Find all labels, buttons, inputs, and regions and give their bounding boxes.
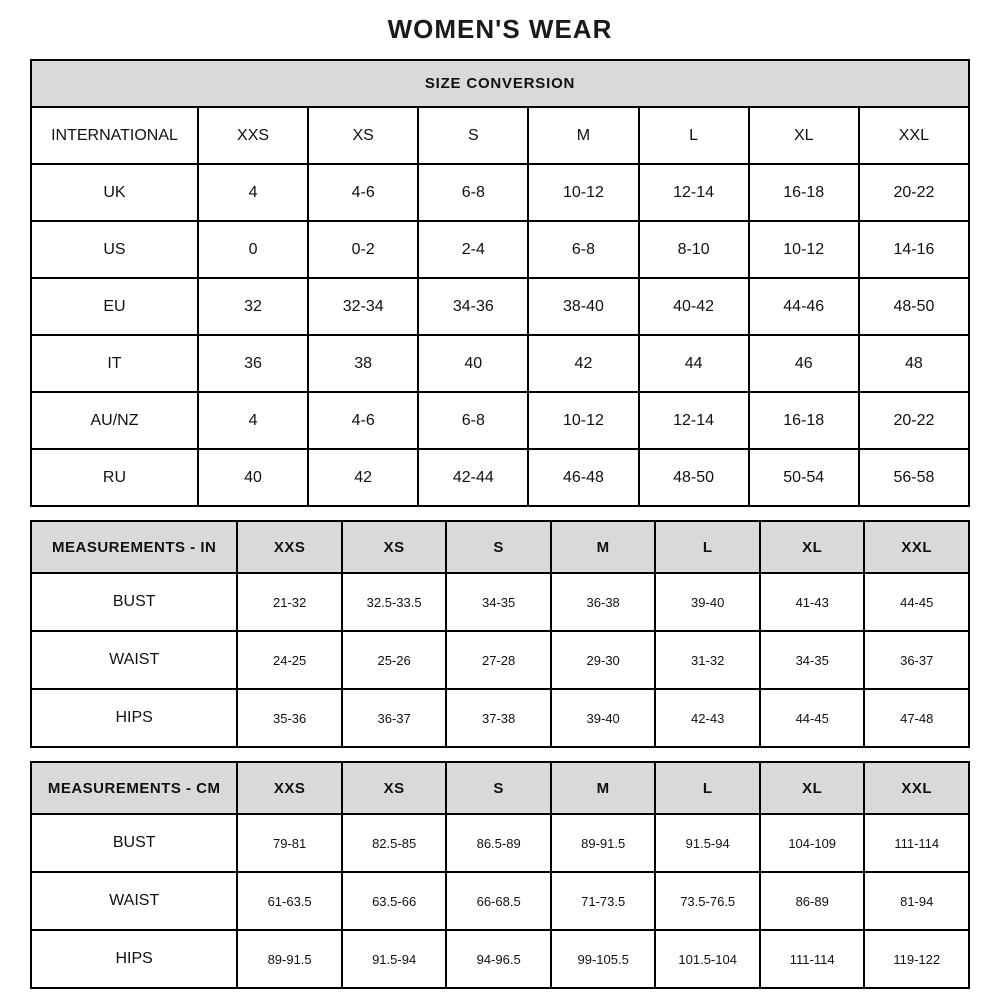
row-label: US: [31, 221, 198, 278]
cell-value: 25-26: [342, 631, 447, 689]
size-column-header: XL: [760, 521, 865, 573]
cell-value: 10-12: [749, 221, 859, 278]
size-column-header: XXS: [198, 107, 308, 164]
cell-value: 41-43: [760, 573, 865, 631]
cell-value: 40-42: [639, 278, 749, 335]
size-column-header: XS: [308, 107, 418, 164]
size-conversion-table: [30, 59, 970, 507]
cell-value: 16-18: [749, 392, 859, 449]
measurements-in-table: [30, 520, 970, 748]
cell-value: 46-48: [528, 449, 638, 506]
measurements-cm-body: [31, 762, 969, 988]
cell-value: 14-16: [859, 221, 969, 278]
cell-value: 12-14: [639, 392, 749, 449]
size-column-header: S: [418, 107, 528, 164]
cell-value: 20-22: [859, 164, 969, 221]
cell-value: 39-40: [551, 689, 656, 747]
cell-value: 24-25: [237, 631, 342, 689]
row-label-header: INTERNATIONAL: [31, 107, 198, 164]
table-row: [31, 631, 969, 689]
cell-value: 42-44: [418, 449, 528, 506]
cell-value: 38-40: [528, 278, 638, 335]
size-column-header: XL: [749, 107, 859, 164]
cell-value: 40: [198, 449, 308, 506]
table-row: [31, 872, 969, 930]
page-title: WOMEN'S WEAR: [387, 14, 613, 44]
cell-value: 44-45: [864, 573, 969, 631]
cell-value: 32: [198, 278, 308, 335]
row-label: HIPS: [31, 930, 237, 988]
cell-value: 81-94: [864, 872, 969, 930]
row-label: IT: [31, 335, 198, 392]
cell-value: 10-12: [528, 392, 638, 449]
cell-value: 48: [859, 335, 969, 392]
size-column-header: S: [446, 521, 551, 573]
cell-value: 94-96.5: [446, 930, 551, 988]
header-row: [31, 762, 969, 814]
cell-value: 42: [528, 335, 638, 392]
size-column-header: XS: [342, 521, 447, 573]
cell-value: 0: [198, 221, 308, 278]
size-column-header: M: [551, 762, 656, 814]
cell-value: 36-38: [551, 573, 656, 631]
size-column-header: M: [551, 521, 656, 573]
cell-value: 63.5-66: [342, 872, 447, 930]
table-row: [31, 221, 969, 278]
cell-value: 6-8: [528, 221, 638, 278]
size-column-header: XS: [342, 762, 447, 814]
measurements-in-body: [31, 521, 969, 747]
cell-value: 89-91.5: [237, 930, 342, 988]
cell-value: 37-38: [446, 689, 551, 747]
cell-value: 42-43: [655, 689, 760, 747]
table-row: [31, 392, 969, 449]
cell-value: 0-2: [308, 221, 418, 278]
cell-value: 4-6: [308, 164, 418, 221]
row-label: AU/NZ: [31, 392, 198, 449]
row-label: EU: [31, 278, 198, 335]
cell-value: 86-89: [760, 872, 865, 930]
cell-value: 79-81: [237, 814, 342, 872]
size-column-header: XXS: [237, 521, 342, 573]
cell-value: 29-30: [551, 631, 656, 689]
header-row: [31, 521, 969, 573]
size-conversion-title: SIZE CONVERSION: [31, 60, 969, 107]
cell-value: 66-68.5: [446, 872, 551, 930]
cell-value: 38: [308, 335, 418, 392]
cell-value: 36-37: [864, 631, 969, 689]
row-label-header: MEASUREMENTS - IN: [31, 521, 237, 573]
cell-value: 48-50: [859, 278, 969, 335]
table-row: [31, 814, 969, 872]
cell-value: 35-36: [237, 689, 342, 747]
row-label: RU: [31, 449, 198, 506]
row-label: WAIST: [31, 872, 237, 930]
cell-value: 4: [198, 392, 308, 449]
size-column-header: L: [639, 107, 749, 164]
size-column-header: XL: [760, 762, 865, 814]
cell-value: 82.5-85: [342, 814, 447, 872]
row-label: WAIST: [31, 631, 237, 689]
cell-value: 12-14: [639, 164, 749, 221]
cell-value: 2-4: [418, 221, 528, 278]
cell-value: 34-35: [760, 631, 865, 689]
cell-value: 6-8: [418, 164, 528, 221]
cell-value: 27-28: [446, 631, 551, 689]
cell-value: 46: [749, 335, 859, 392]
size-conversion-title-section: [31, 60, 969, 107]
size-column-header: S: [446, 762, 551, 814]
cell-value: 44-46: [749, 278, 859, 335]
cell-value: 39-40: [655, 573, 760, 631]
cell-value: 104-109: [760, 814, 865, 872]
cell-value: 119-122: [864, 930, 969, 988]
cell-value: 71-73.5: [551, 872, 656, 930]
table-row: [31, 930, 969, 988]
cell-value: 111-114: [864, 814, 969, 872]
cell-value: 47-48: [864, 689, 969, 747]
cell-value: 31-32: [655, 631, 760, 689]
table-title-row: [31, 60, 969, 107]
cell-value: 4: [198, 164, 308, 221]
cell-value: 111-114: [760, 930, 865, 988]
size-column-header: XXL: [859, 107, 969, 164]
cell-value: 10-12: [528, 164, 638, 221]
cell-value: 101.5-104: [655, 930, 760, 988]
cell-value: 86.5-89: [446, 814, 551, 872]
row-label-header: MEASUREMENTS - CM: [31, 762, 237, 814]
cell-value: 20-22: [859, 392, 969, 449]
size-column-header: XXL: [864, 521, 969, 573]
size-column-header: XXS: [237, 762, 342, 814]
cell-value: 6-8: [418, 392, 528, 449]
cell-value: 73.5-76.5: [655, 872, 760, 930]
cell-value: 34-35: [446, 573, 551, 631]
size-column-header: L: [655, 521, 760, 573]
row-label: UK: [31, 164, 198, 221]
header-row: [31, 107, 969, 164]
cell-value: 44-45: [760, 689, 865, 747]
table-row: [31, 689, 969, 747]
table-row: [31, 164, 969, 221]
cell-value: 44: [639, 335, 749, 392]
cell-value: 89-91.5: [551, 814, 656, 872]
cell-value: 61-63.5: [237, 872, 342, 930]
cell-value: 32.5-33.5: [342, 573, 447, 631]
row-label: HIPS: [31, 689, 237, 747]
table-row: [31, 335, 969, 392]
cell-value: 4-6: [308, 392, 418, 449]
cell-value: 8-10: [639, 221, 749, 278]
cell-value: 34-36: [418, 278, 528, 335]
table-row: [31, 278, 969, 335]
cell-value: 91.5-94: [342, 930, 447, 988]
cell-value: 50-54: [749, 449, 859, 506]
table-row: [31, 573, 969, 631]
table-row: [31, 449, 969, 506]
cell-value: 99-105.5: [551, 930, 656, 988]
row-label: BUST: [31, 814, 237, 872]
cell-value: 21-32: [237, 573, 342, 631]
cell-value: 48-50: [639, 449, 749, 506]
size-column-header: L: [655, 762, 760, 814]
cell-value: 32-34: [308, 278, 418, 335]
cell-value: 91.5-94: [655, 814, 760, 872]
cell-value: 42: [308, 449, 418, 506]
cell-value: 40: [418, 335, 528, 392]
cell-value: 16-18: [749, 164, 859, 221]
cell-value: 36: [198, 335, 308, 392]
cell-value: 56-58: [859, 449, 969, 506]
size-column-header: XXL: [864, 762, 969, 814]
measurements-cm-table: [30, 761, 970, 989]
size-conversion-body: [31, 107, 969, 506]
cell-value: 36-37: [342, 689, 447, 747]
size-column-header: M: [528, 107, 638, 164]
row-label: BUST: [31, 573, 237, 631]
